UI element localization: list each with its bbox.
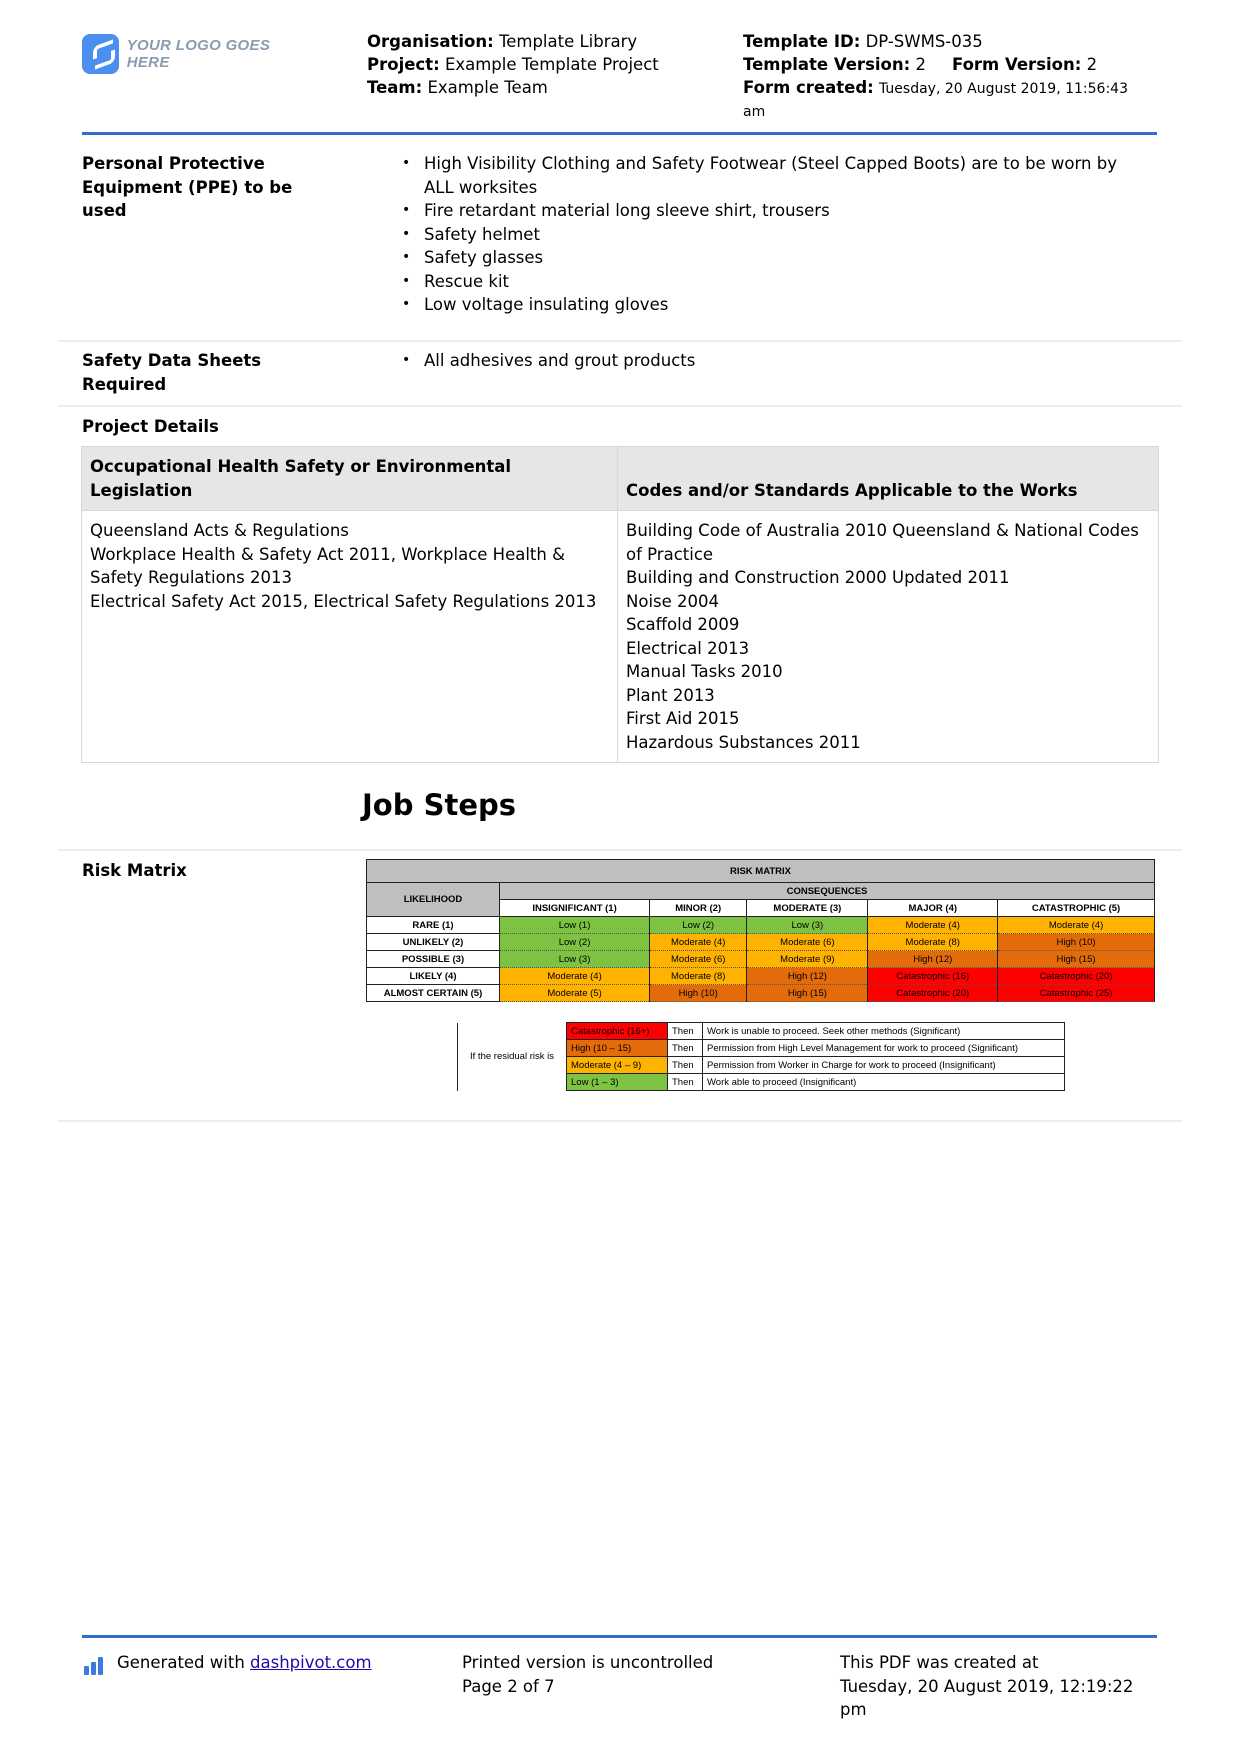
consequence-label: INSIGNIFICANT (1) [500, 900, 650, 917]
risk-matrix-row [367, 934, 1155, 951]
logo-text: YOUR LOGO GOES HERE [126, 37, 271, 71]
form-created-value: Tuesday, 20 August 2019, 11:56:43 [879, 81, 1128, 97]
legislation-line: Safety Regulations 2013 [90, 568, 292, 587]
project-line [367, 53, 659, 76]
template-id-label: Template ID: [743, 32, 861, 51]
risk-cell: Moderate (5) [500, 985, 650, 1002]
risk-level: Moderate (4 – 9) [567, 1057, 668, 1074]
risk-cell: Moderate (6) [650, 951, 747, 968]
footer-divider [82, 1635, 1157, 1638]
ppe-label-line3: used [82, 201, 127, 220]
risk-cell: Moderate (4) [650, 934, 747, 951]
team-line [367, 76, 659, 99]
team-value: Example Team [427, 78, 548, 97]
risk-level: Catastrophic (16+) [567, 1023, 668, 1040]
table-row [82, 511, 1159, 763]
ppe-item-text-cont: ALL worksites [424, 177, 538, 197]
dashpivot-link[interactable]: dashpivot.com [250, 1653, 372, 1672]
organisation-line [367, 30, 659, 53]
team-label: Team: [367, 78, 423, 97]
risk-matrix-row [367, 951, 1155, 968]
risk-action: Permission from Worker in Charge for work to proceed (Insignificant) [703, 1057, 1065, 1074]
sds-item: • All adhesives and grout products [402, 349, 1162, 373]
project-details-heading: Project Details [82, 417, 219, 436]
risk-cell: Moderate (9) [747, 951, 868, 968]
risk-cell: Moderate (8) [650, 968, 747, 985]
ppe-item: • Fire retardant material long sleeve shirt, trousers [402, 199, 1162, 223]
template-version-value: 2 [915, 55, 926, 74]
section-divider [58, 849, 1182, 851]
risk-matrix-table [366, 859, 1155, 1002]
sds-label-line2: Required [82, 374, 167, 394]
logo-icon [82, 34, 119, 74]
then-label: Then [668, 1023, 703, 1040]
risk-cell: High (12) [747, 968, 868, 985]
likelihood-label: POSSIBLE (3) [367, 951, 500, 968]
risk-cell: Moderate (6) [747, 934, 868, 951]
ppe-label-line1: Personal Protective [82, 154, 265, 173]
consequence-label: CATASTROPHIC (5) [998, 900, 1155, 917]
risk-cell: High (12) [868, 951, 998, 968]
risk-cell: High (10) [650, 985, 747, 1002]
created-line: This PDF was created at [840, 1653, 1039, 1672]
codes-line: Scaffold 2009 [626, 615, 740, 634]
risk-cell: Low (3) [500, 951, 650, 968]
job-steps-title: Job Steps [362, 788, 517, 822]
legislation-line: Electrical Safety Act 2015, Electrical Safety Regulations 2013 [90, 591, 597, 611]
consequence-label: MODERATE (3) [747, 900, 868, 917]
legislation-header [82, 447, 618, 511]
ppe-item: • Safety glasses [402, 246, 1162, 270]
risk-action: Work is unable to proceed. Seek other methods (Significant) [703, 1023, 1065, 1040]
header-divider [82, 132, 1157, 135]
then-label: Then [668, 1074, 703, 1091]
consequence-label: MAJOR (4) [868, 900, 998, 917]
table-header-row [82, 447, 1159, 511]
template-id-value: DP-SWMS-035 [865, 32, 983, 51]
page-number: Page 2 of 7 [462, 1676, 555, 1696]
created-line: Tuesday, 20 August 2019, 12:19:22 [840, 1676, 1134, 1696]
legislation-header-line2: Legislation [90, 480, 193, 500]
consequences-header: CONSEQUENCES [500, 883, 1155, 900]
legislation-header-line1: Occupational Health Safety or Environmental [90, 457, 512, 476]
risk-cell: High (15) [998, 951, 1155, 968]
legislation-line: Queensland Acts & Regulations [90, 521, 349, 540]
codes-header: Codes and/or Standards Applicable to the Works [618, 447, 1159, 511]
codes-line: Building Code of Australia 2010 Queensland & National Codes [626, 521, 1139, 540]
created-line: pm [840, 1700, 867, 1719]
form-created-line [743, 76, 1143, 101]
risk-cell: Moderate (8) [868, 934, 998, 951]
template-id-line [743, 30, 1143, 53]
risk-action: Work able to proceed (Insignificant) [703, 1074, 1065, 1091]
codes-cell [618, 511, 1159, 763]
risk-cell: Low (1) [500, 917, 650, 934]
risk-cell: Moderate (4) [500, 968, 650, 985]
risk-legend-body [458, 1023, 1065, 1091]
legislation-cell [82, 511, 618, 763]
risk-cell: Catastrophic (25) [998, 985, 1155, 1002]
risk-matrix-title: RISK MATRIX [367, 860, 1155, 883]
risk-action: Permission from High Level Management for work to proceed (Significant) [703, 1040, 1065, 1057]
form-version-value: 2 [1086, 55, 1098, 74]
risk-cell: Catastrophic (16) [868, 968, 998, 985]
likelihood-header: LIKELIHOOD [367, 883, 500, 917]
codes-line: Hazardous Substances 2011 [626, 732, 861, 752]
likelihood-label: ALMOST CERTAIN (5) [367, 985, 500, 1002]
form-created-value-ampm: am [743, 104, 766, 120]
version-line [743, 53, 1143, 76]
footer-center [462, 1651, 713, 1698]
uncontrolled-notice: Printed version is uncontrolled [462, 1653, 714, 1672]
legislation-line: Workplace Health & Safety Act 2011, Workplace Health & [90, 544, 565, 564]
ppe-item [402, 152, 1162, 199]
risk-matrix-row [367, 985, 1155, 1002]
generated-text: Generated with [117, 1653, 251, 1672]
codes-line: Building and Construction 2000 Updated 2011 [626, 568, 1010, 587]
risk-matrix-body [367, 917, 1155, 1002]
risk-cell: Moderate (4) [998, 917, 1155, 934]
section-divider [58, 405, 1182, 407]
section-divider [58, 1120, 1182, 1122]
codes-line: Noise 2004 [626, 591, 720, 611]
project-label: Project: [367, 55, 440, 74]
template-version-label: Template Version: [743, 55, 911, 74]
form-version-label: Form Version: [951, 55, 1082, 74]
likelihood-label: UNLIKELY (2) [367, 934, 500, 951]
risk-matrix-label: Risk Matrix [82, 861, 187, 880]
residual-risk-label: If the residual risk is [458, 1023, 567, 1091]
codes-line: Electrical 2013 [626, 638, 750, 658]
ppe-item-text: High Visibility Clothing and Safety Footwear (Steel Capped Boots) are to be worn by [424, 154, 1117, 173]
codes-line: Manual Tasks 2010 [626, 662, 783, 681]
legislation-table [81, 446, 1159, 763]
likelihood-label: LIKELY (4) [367, 968, 500, 985]
likelihood-label: RARE (1) [367, 917, 500, 934]
risk-matrix-row [367, 968, 1155, 985]
codes-line: of Practice [626, 544, 714, 564]
project-value: Example Template Project [444, 55, 659, 74]
risk-matrix-title-row [367, 860, 1155, 883]
organisation-label: Organisation: [367, 32, 494, 51]
footer-created [840, 1651, 1170, 1722]
header-org-block [367, 30, 659, 99]
sds-label [82, 349, 261, 396]
risk-level: Low (1 – 3) [567, 1074, 668, 1091]
risk-cell: Low (2) [650, 917, 747, 934]
risk-legend-row [458, 1023, 1065, 1040]
ppe-list [402, 152, 1162, 317]
risk-cell: Moderate (4) [868, 917, 998, 934]
ppe-item: • Rescue kit [402, 270, 1162, 294]
sds-label-line1: Safety Data Sheets [82, 351, 262, 370]
risk-level: High (10 – 15) [567, 1040, 668, 1057]
risk-matrix-row [367, 917, 1155, 934]
header-template-block [743, 30, 1143, 124]
ppe-label [82, 152, 292, 223]
risk-cell: Low (3) [747, 917, 868, 934]
risk-cell: Low (2) [500, 934, 650, 951]
consequence-label: MINOR (2) [650, 900, 747, 917]
then-label: Then [668, 1040, 703, 1057]
sds-list [402, 349, 1162, 373]
section-divider [58, 340, 1182, 342]
form-created-label: Form created: [743, 78, 874, 97]
footer-generated [117, 1651, 372, 1675]
codes-line: First Aid 2015 [626, 709, 740, 728]
consequences-header-row [367, 883, 1155, 900]
ppe-item: • Low voltage insulating gloves [402, 293, 1162, 317]
then-label: Then [668, 1057, 703, 1074]
ppe-item: • Safety helmet [402, 223, 1162, 247]
risk-cell: Catastrophic (20) [868, 985, 998, 1002]
ppe-label-line2: Equipment (PPE) to be [82, 177, 293, 197]
organisation-value: Template Library [498, 32, 638, 51]
risk-cell: High (15) [747, 985, 868, 1002]
risk-cell: Catastrophic (20) [998, 968, 1155, 985]
company-logo [82, 33, 302, 75]
risk-cell: High (10) [998, 934, 1155, 951]
risk-legend-table [457, 1022, 1065, 1091]
dashpivot-icon [84, 1655, 106, 1675]
codes-line: Plant 2013 [626, 685, 715, 705]
